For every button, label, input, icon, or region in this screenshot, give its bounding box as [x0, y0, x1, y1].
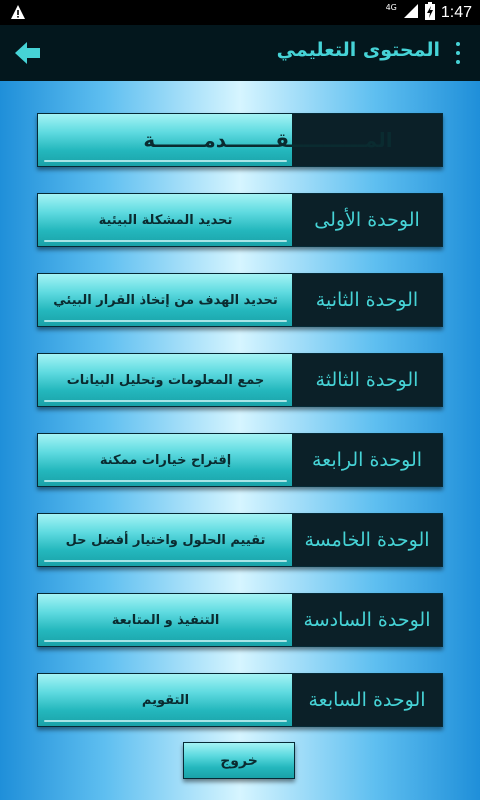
status-time: 1:47	[440, 3, 472, 21]
unit-title-panel	[292, 674, 442, 726]
unit-description: تحديد المشكلة البيئية	[98, 212, 233, 228]
page-title: المحتوى التعليمي	[276, 39, 440, 61]
unit-description-panel	[38, 194, 293, 246]
warning-icon	[10, 3, 26, 21]
unit-description-panel	[38, 434, 293, 486]
unit-3-button[interactable]	[37, 353, 443, 407]
unit-title: الوحدة الثانية	[315, 289, 419, 311]
unit-description-panel	[38, 354, 293, 406]
unit-title: الوحدة الأولى	[314, 209, 420, 231]
unit-1-button[interactable]	[37, 193, 443, 247]
unit-description-panel	[38, 514, 293, 566]
app-bar	[0, 25, 480, 81]
unit-description: إقتراح خيارات ممكنة	[99, 452, 232, 468]
unit-title-panel	[292, 354, 442, 406]
unit-description-panel	[38, 594, 293, 646]
unit-7-button[interactable]	[37, 673, 443, 727]
unit-title: الوحدة السابعة	[308, 689, 426, 711]
exit-button[interactable]	[183, 742, 295, 779]
unit-title-panel	[292, 274, 442, 326]
exit-button-label: خروج	[220, 752, 258, 769]
unit-title-panel	[292, 194, 442, 246]
unit-description: التقويم	[141, 692, 190, 708]
status-bar	[0, 0, 480, 25]
unit-description: جمع المعلومات وتحليل البيانات	[66, 372, 265, 388]
status-icons	[386, 2, 472, 23]
unit-title: الوحدة السادسة	[303, 609, 431, 631]
unit-4-button[interactable]	[37, 433, 443, 487]
network-type: 4G	[385, 3, 397, 12]
unit-description: تحديد الهدف من إتخاذ القرار البيئي	[53, 292, 278, 308]
unit-description: التنفيذ و المتابعة	[111, 612, 220, 628]
unit-6-button[interactable]	[37, 593, 443, 647]
signal-icon	[403, 3, 419, 23]
unit-intro-button[interactable]	[37, 113, 443, 167]
unit-description: تقييم الحلول واختيار أفضل حل	[65, 532, 266, 548]
unit-5-button[interactable]	[37, 513, 443, 567]
unit-title: الوحدة الرابعة	[311, 449, 423, 471]
back-arrow-icon	[15, 41, 41, 65]
unit-title: الوحدة الخامسة	[304, 529, 430, 551]
unit-list	[0, 81, 480, 800]
overflow-menu-icon[interactable]	[454, 42, 462, 64]
unit-title-panel	[292, 594, 442, 646]
battery-charging-icon	[425, 2, 435, 24]
unit-description-panel	[38, 674, 293, 726]
unit-2-button[interactable]	[37, 273, 443, 327]
intro-title: المـــــــــــقـــــــدمـــــــة	[143, 128, 393, 152]
unit-title-panel	[292, 434, 442, 486]
unit-description-panel	[38, 274, 293, 326]
unit-title: الوحدة الثالثة	[315, 369, 419, 391]
back-button[interactable]	[12, 37, 44, 69]
unit-title-panel	[292, 514, 442, 566]
